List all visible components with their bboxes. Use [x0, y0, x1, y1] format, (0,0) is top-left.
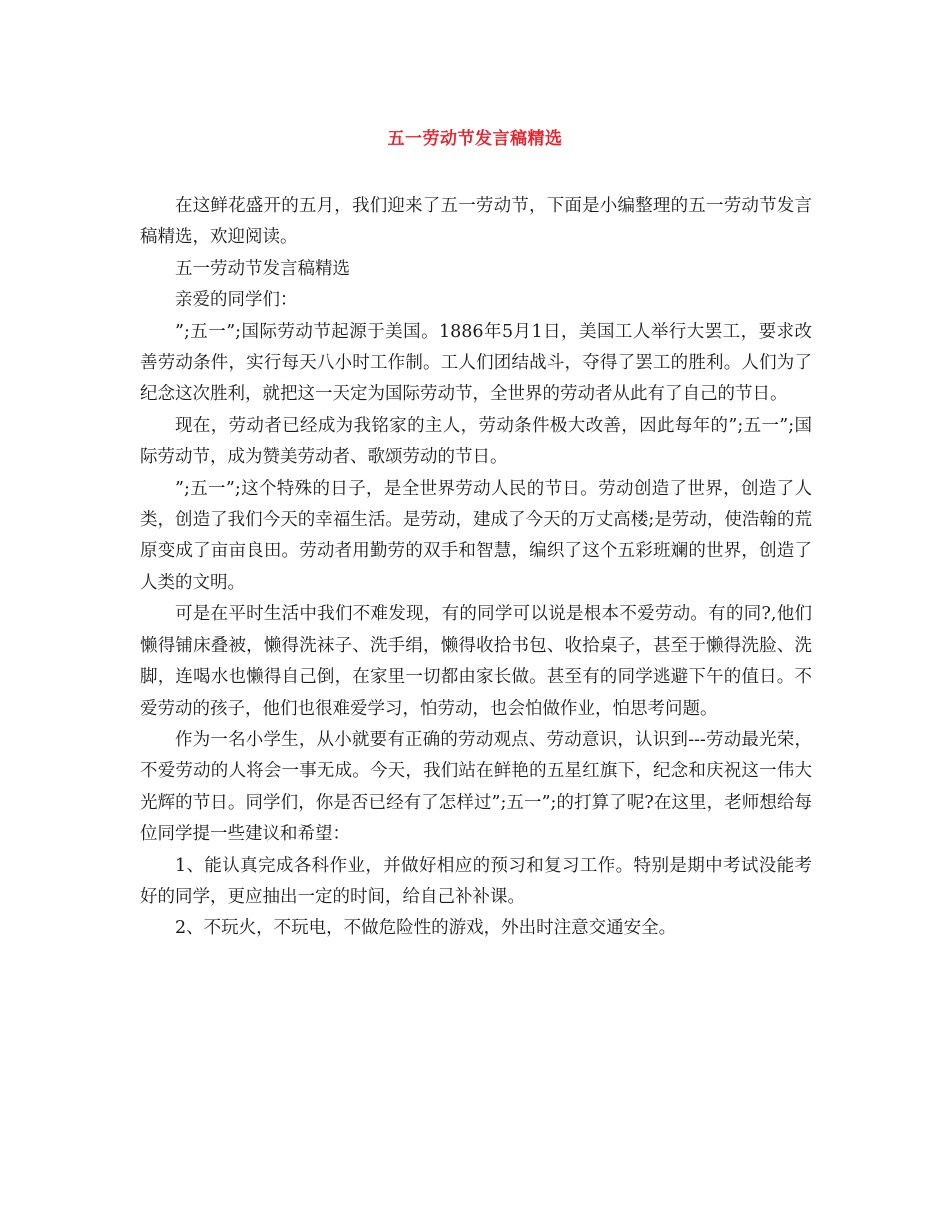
- body-paragraph: 现在，劳动者已经成为我铭家的主人，劳动条件极大改善，因此每年的”;五一”;国际劳动节，成为赞美劳动者、歌颂劳动的节日。: [140, 415, 812, 468]
- section-heading: 五一劳动节发言稿精选: [175, 258, 350, 279]
- body-paragraph: ”;五一”;这个特殊的日子，是全世界劳动人民的节日。劳动创造了世界，创造了人类，创造了我们今天的幸福生活。是劳动，建成了今天的万丈高楼;是劳动，使浩翰的荒原变成了亩亩良田。劳动者用勤劳的双手和智慧，编织了这个五彩班斓的世界，创造了人类的文明。: [140, 478, 812, 593]
- list-item: 1、能认真完成各科作业，并做好相应的预习和复习工作。特别是期中考试没能考好的同学，更应抽出一定的时间，给自己补补课。: [140, 855, 812, 907]
- list-item: 2、不玩火，不玩电，不做危险性的游戏，外出时注意交通安全。: [175, 918, 677, 939]
- body-paragraph: 可是在平时生活中我们不难发现，有的同学可以说是根本不爱劳动。有的同?,他们懒得铺床叠被，懒得洗袜子、洗手绢，懒得收拾书包、收拾桌子，甚至于懒得洗脸、洗脚，连喝水也懒得自己倒，在家里一切都由家长做。甚至有的同学逃避下午的值日。不爱劳动的孩子，他们也很难爱学习，怕劳动，也会怕做作业，怕思考问题。: [140, 604, 812, 719]
- body-paragraph: 作为一名小学生，从小就要有正确的劳动观点、劳动意识，认识到---劳动最光荣，不爱劳动的人将会一事无成。今天，我们站在鲜艳的五星红旗下，纪念和庆祝这一伟大光辉的节日。同学们，你是否已经有了怎样过”;五一”;的打算了呢?在这里，老师想给每位同学提一些建议和希望：: [140, 729, 812, 845]
- intro-paragraph: 在这鲜花盛开的五月，我们迎来了五一劳动节，下面是小编整理的五一劳动节发言稿精选，欢迎阅读。: [140, 196, 812, 248]
- document-body: [140, 191, 812, 945]
- document-title: 五一劳动节发言稿精选: [387, 129, 563, 149]
- body-paragraph: ”;五一”;国际劳动节起源于美国。1886年5月1日，美国工人举行大罢工，要求改善劳动条件，实行每天八小时工作制。工人们团结战斗，夺得了罢工的胜利。人们为了纪念这次胜利，就把这一天定为国际劳动节，全世界的劳动者从此有了自己的节日。: [140, 321, 812, 405]
- salutation: 亲爱的同学们：: [175, 290, 298, 311]
